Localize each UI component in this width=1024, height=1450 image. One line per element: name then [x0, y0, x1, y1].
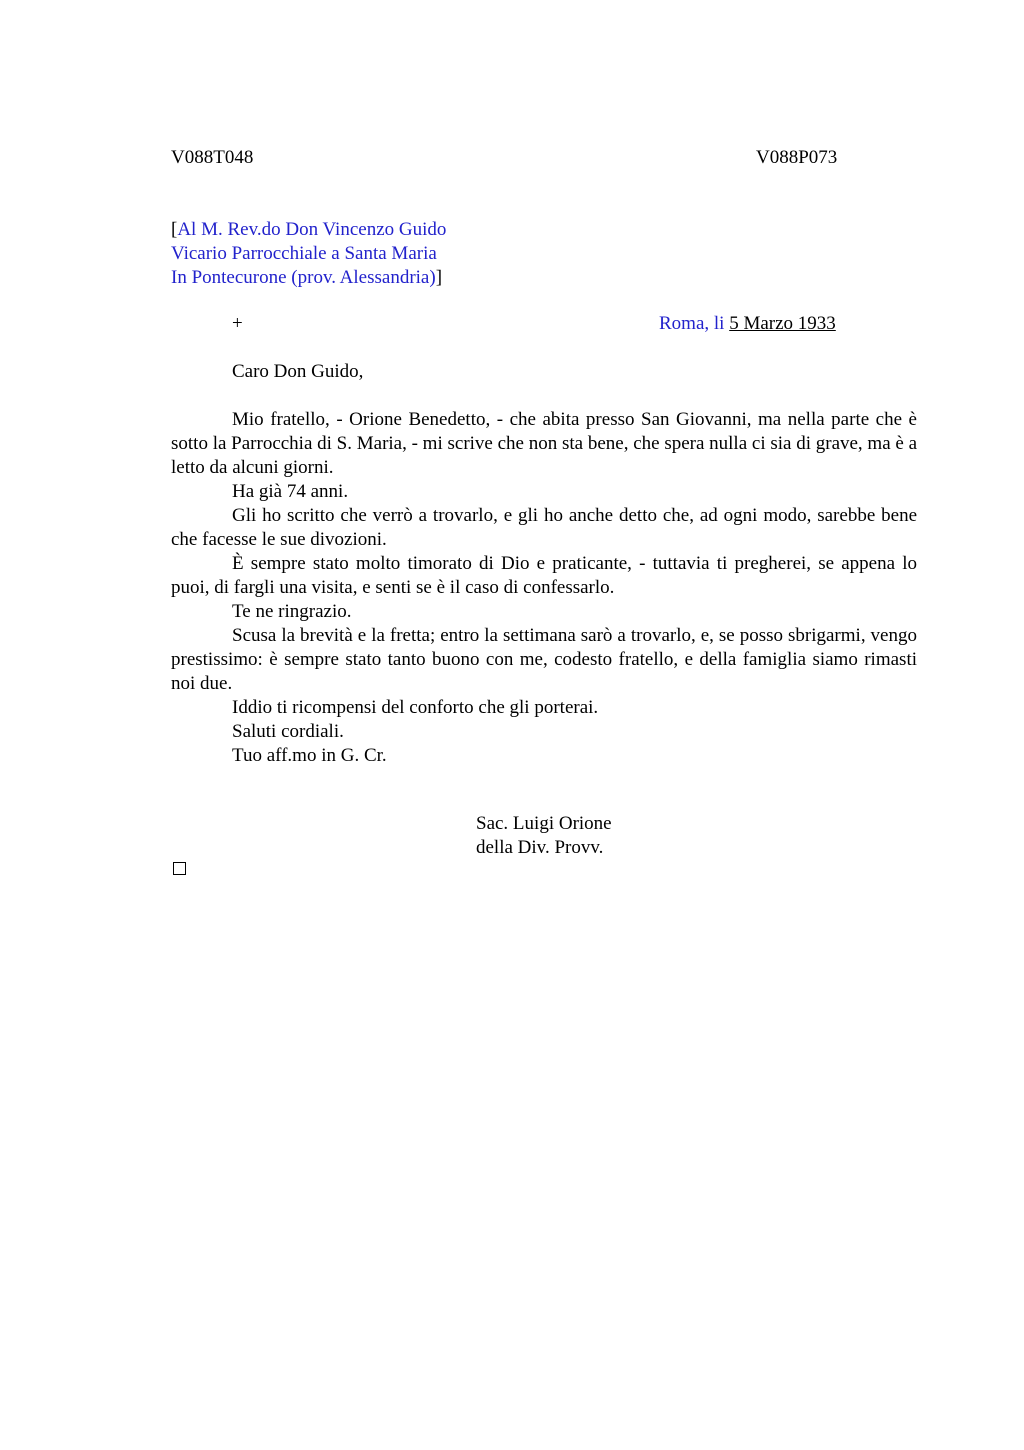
signature-name: Sac. Luigi Orione — [476, 813, 612, 834]
document-code-right: V088P073 — [756, 147, 838, 168]
paragraph: Mio fratello, - Orione Benedetto, - che abita presso San Giovanni, ma nella parte che è sotto la Parrocchia di S. Maria, - mi scrive che non sta bene, che spera nulla ci sia di grave, ma è a letto da alcuni giorni. — [171, 409, 918, 478]
paragraph: Te ne ringrazio. — [232, 601, 352, 622]
paragraph: Scusa la brevità e la fretta; entro la settimana sarò a trovarlo, e, se posso sbrigarmi, vengo prestissimo: è sempre stato tanto buono con me, codesto fratello, e della famiglia siamo rimasti noi due. — [171, 625, 917, 694]
paragraph: Gli ho scritto che verrò a trovarlo, e gli ho anche detto che, ad ogni modo, sarebbe bene che facesse le sue divozioni. — [171, 505, 917, 550]
address-line-1 — [171, 218, 446, 242]
salutation: Caro Don Guido, — [232, 361, 364, 382]
paragraph: Tuo aff.mo in G. Cr. — [232, 745, 387, 766]
paragraph: È sempre stato molto timorato di Dio e praticante, - tuttavia ti pregherei, se appena lo puoi, di fargli una visita, e senti se è il caso di confessarlo. — [171, 553, 917, 598]
dateline-place: Roma, li — [659, 313, 725, 334]
recipient-address — [171, 218, 446, 290]
paragraph: Iddio ti ricompensi del conforto che gli porterai. — [232, 697, 599, 718]
paragraph: Saluti cordiali. — [232, 721, 344, 742]
signature — [476, 812, 612, 860]
dateline-date: 5 Marzo 1933 — [729, 313, 836, 334]
cross-symbol: + — [232, 313, 243, 334]
address-line-3 — [171, 266, 446, 290]
dateline — [659, 313, 836, 335]
address-line-3-text: In Pontecurone (prov. Alessandria) — [171, 267, 436, 288]
address-close-bracket: ] — [435, 267, 443, 288]
document-code-left: V088T048 — [171, 147, 254, 168]
address-line-1-text: Al M. Rev.do Don Vincenzo Guido — [177, 219, 447, 240]
address-line-2: Vicario Parrocchiale a Santa Maria — [171, 243, 437, 264]
square-outline-icon — [173, 862, 186, 875]
address-open-bracket: [ — [171, 219, 178, 240]
letter-body — [171, 408, 917, 768]
signature-title: della Div. Provv. — [476, 837, 604, 858]
paragraph: Ha già 74 anni. — [232, 481, 349, 502]
